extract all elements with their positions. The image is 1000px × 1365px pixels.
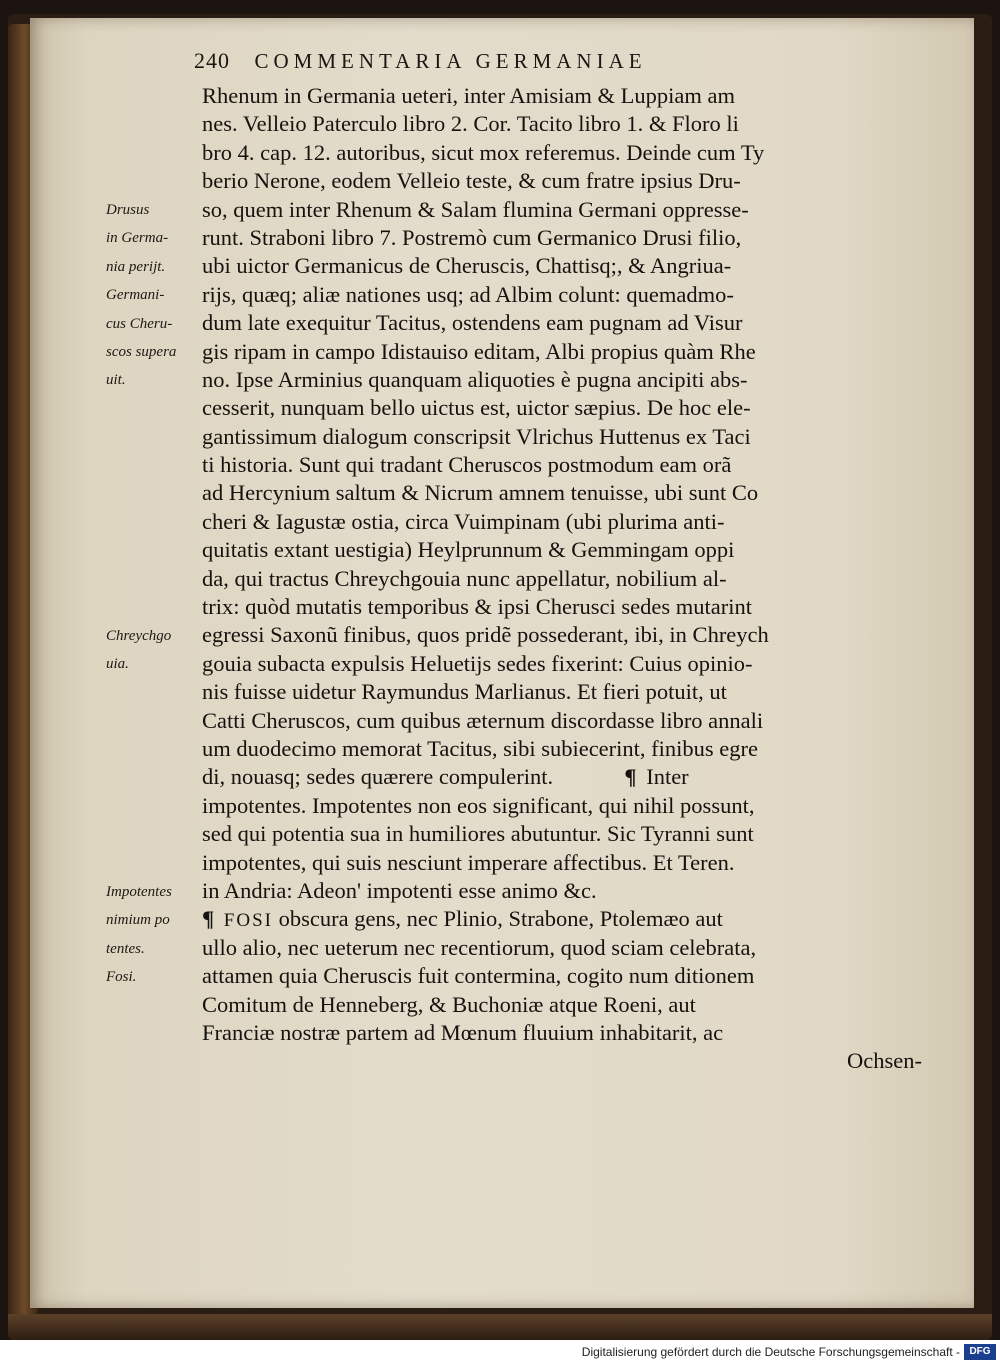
text-line: nis fuisse uidetur Raymundus Marlianus. Et fieri potuit, ut — [202, 679, 727, 705]
text-line: so, quem inter Rhenum & Salam flumina Germani oppresse- — [202, 196, 749, 222]
marginal-line: Fosi. — [106, 969, 137, 985]
marginal-line: scos supera — [106, 343, 177, 360]
text-line: no. Ipse Arminius quanquam aliquoties è pugna ancipiti abs- — [202, 366, 748, 392]
lemma-inter: Inter — [646, 764, 689, 790]
marginal-line: Impotentes — [106, 884, 172, 900]
marginal-note-impotentes — [106, 878, 202, 963]
text-line: cesserit, nunquam bello uictus est, uictor sæpius. De hoc ele- — [202, 395, 751, 421]
text-line: rijs, quæq; aliæ nationes usq; ad Albim colunt: quemadmo- — [202, 281, 734, 307]
text-line-with-lemma — [202, 763, 932, 791]
marginal-note-drusus — [106, 196, 202, 395]
pilcrow-icon: ¶ — [624, 764, 637, 790]
marginal-line: uia. — [106, 656, 129, 673]
marginal-line: cus Cheru- — [106, 315, 173, 332]
body-text — [202, 82, 932, 1076]
text-line: Franciæ nostræ partem ad Mœnum fluuium inhabitarit, ac — [202, 1019, 724, 1045]
text-line: Catti Cheruscos, cum quibus æternum discordasse libro annali — [202, 707, 764, 733]
text-line: trix: quòd mutatis temporibus & ipsi Cherusci sedes mutarint — [202, 594, 752, 620]
marginal-line: Chreychgo — [106, 628, 172, 644]
marginal-note-chreychgouia — [106, 622, 202, 679]
text-line: nes. Velleio Paterculo libro 2. Cor. Tacito libro 1. & Floro li — [202, 111, 739, 137]
text-line: da, qui tractus Chreychgouia nunc appellatur, nobilium al- — [202, 565, 727, 591]
marginal-line: nia perijt. — [106, 258, 166, 275]
footer-bar — [0, 1340, 1000, 1365]
text-line: ad Hercynium saltum & Nicrum amnem tenuisse, ubi sunt Co — [202, 480, 759, 506]
text-line: cheri & Iagustæ ostia, circa Vuimpinam (ubi plurima anti- — [202, 508, 725, 534]
text-line: ti historia. Sunt qui tradant Cheruscos postmodum eam orã — [202, 452, 732, 478]
text-line: berio Nerone, eodem Velleio teste, & cum fratre ipsius Dru- — [202, 168, 741, 194]
marginal-note-fosi — [106, 963, 202, 991]
text-line: sed qui potentia sua in humiliores abutuntur. Sic Tyranni sunt — [202, 821, 754, 847]
book-edge — [8, 1314, 992, 1340]
text-line-with-lemma — [202, 905, 932, 933]
marginal-line: nimium po — [106, 912, 170, 929]
text-line: gouia subacta expulsis Heluetijs sedes fixerint: Cuius opinio- — [202, 650, 753, 676]
pilcrow-icon: ¶ — [202, 906, 215, 932]
footer-credit: Digitalisierung gefördert durch die Deutsche Forschungsgemeinschaft - — [581, 1345, 960, 1359]
text-line: egressi Saxonũ finibus, quos pridẽ possederant, ibi, in Chreych — [202, 622, 769, 648]
marginal-line: uit. — [106, 372, 126, 389]
marginal-line: Drusus — [106, 202, 150, 218]
text-line: dum late exequitur Tacitus, ostendens eam pugnam ad Visur — [202, 310, 743, 336]
text-line: gis ripam in campo Idistauiso editam, Albi propius quàm Rhe — [202, 338, 756, 364]
dfg-logo-icon: DFG — [964, 1344, 996, 1360]
text-line: ullo alio, nec ueterum nec recentiorum, quod sciam celebrata, — [202, 934, 757, 960]
catchword: Ochsen- — [847, 1048, 922, 1074]
text-line: Comitum de Henneberg, & Buchoniæ atque Roeni, aut — [202, 991, 696, 1017]
marginal-line: tentes. — [106, 940, 145, 957]
text-line: in Andria: Adeon' impotenti esse animo &c. — [202, 877, 597, 903]
text-line: um duodecimo memorat Tacitus, sibi subiecerint, finibus egre — [202, 735, 759, 761]
text-line: di, nouasq; sedes quærere compulerint. — [202, 764, 554, 790]
marginal-line: Germani- — [106, 287, 165, 304]
folio-number: 240 — [194, 48, 230, 73]
text-line: impotentes, qui suis nesciunt imperare affectibus. Et Teren. — [202, 849, 735, 875]
text-line: quitatis extant uestigia) Heylprunnum & Gemmingam oppi — [202, 537, 735, 563]
text-line: attamen quia Cheruscis fuit contermina, cogito num ditionem — [202, 963, 755, 989]
running-head-title: COMMENTARIA GERMANIAE — [254, 49, 647, 73]
text-line: impotentes. Impotentes non eos significant, qui nihil possunt, — [202, 792, 755, 818]
running-head — [194, 48, 834, 82]
text-line: runt. Straboni libro 7. Postremò cum Germanico Drusi filio, — [202, 224, 742, 250]
text-line: ubi uictor Germanicus de Cheruscis, Chattisq;, & Angriua- — [202, 253, 732, 279]
lemma-fosi: FOSI — [223, 910, 273, 932]
text-line: Rhenum in Germania ueteri, inter Amisiam & Luppiam am — [202, 83, 736, 108]
text-line: bro 4. cap. 12. autoribus, sicut mox referemus. Deinde cum Ty — [202, 139, 765, 165]
text-line: obscura gens, nec Plinio, Strabone, Ptolemæo aut — [278, 906, 723, 932]
marginal-line: in Germa- — [106, 230, 169, 247]
text-line: gantissimum dialogum conscripsit Vlrichus Huttenus ex Taci — [202, 423, 751, 449]
